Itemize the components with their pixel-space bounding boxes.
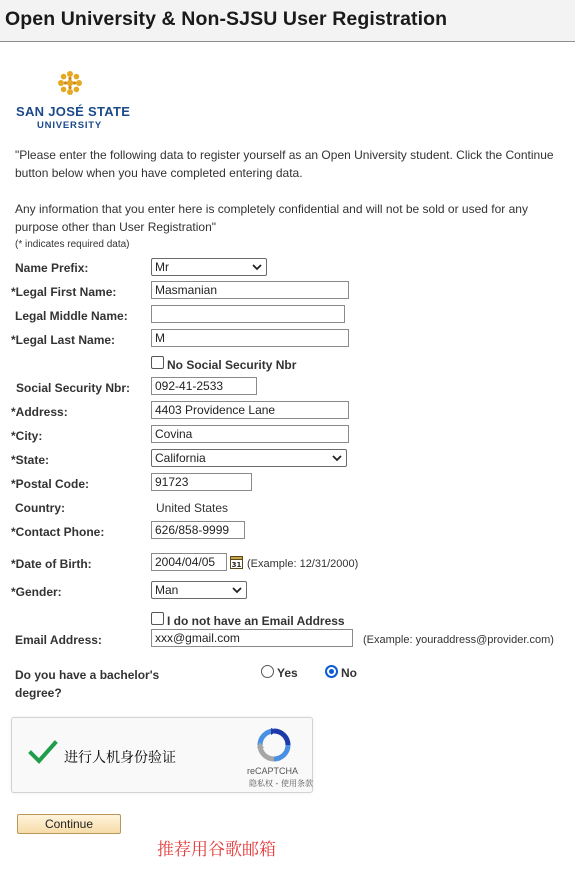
bachelor-question-line2: degree? bbox=[15, 686, 62, 700]
state-value: California bbox=[155, 451, 206, 465]
name-prefix-select[interactable] bbox=[151, 258, 267, 276]
bachelor-no-label: No bbox=[341, 666, 357, 680]
city-label: *City: bbox=[11, 429, 43, 443]
recaptcha-privacy-terms-links[interactable]: 隐私权 - 使用条款 bbox=[249, 779, 313, 788]
chevron-down-icon bbox=[252, 262, 262, 272]
state-label: *State: bbox=[11, 453, 50, 467]
no-ssn-label: No Social Security Nbr bbox=[167, 358, 297, 372]
name-prefix-label: Name Prefix: bbox=[15, 261, 89, 275]
page-title: Open University & Non-SJSU User Registration bbox=[5, 8, 448, 30]
postal-code-input[interactable]: 91723 bbox=[151, 473, 252, 491]
bachelor-yes-label: Yes bbox=[277, 666, 298, 680]
required-note: (* indicates required data) bbox=[15, 239, 130, 250]
recaptcha-widget[interactable] bbox=[11, 717, 313, 793]
svg-text:31: 31 bbox=[231, 561, 242, 569]
calendar-icon[interactable] bbox=[230, 555, 243, 569]
intro-paragraph-2: Any information that you enter here is completely confidential and will not be sold or used for any purpose other than User Registration" bbox=[15, 202, 528, 234]
first-name-input[interactable]: Masmanian bbox=[151, 281, 349, 299]
chevron-down-icon bbox=[232, 585, 242, 595]
bachelor-no-radio[interactable] bbox=[325, 665, 338, 678]
gender-label: *Gender: bbox=[11, 585, 62, 599]
country-label: Country: bbox=[15, 501, 65, 515]
recaptcha-logo-icon bbox=[257, 728, 291, 762]
page-header bbox=[0, 0, 575, 42]
contact-phone-label: *Contact Phone: bbox=[11, 525, 105, 539]
country-value: United States bbox=[156, 501, 229, 515]
address-label: *Address: bbox=[11, 405, 68, 419]
gender-select[interactable] bbox=[151, 581, 247, 599]
city-input[interactable]: Covina bbox=[151, 425, 349, 443]
last-name-label: *Legal Last Name: bbox=[11, 333, 116, 347]
logo-text-line2: UNIVERSITY bbox=[37, 120, 103, 131]
dob-example-hint: (Example: 12/31/2000) bbox=[247, 558, 359, 570]
checkmark-icon[interactable] bbox=[28, 740, 58, 766]
chevron-down-icon bbox=[332, 453, 342, 463]
email-label: Email Address: bbox=[15, 633, 102, 647]
continue-button[interactable]: Continue bbox=[17, 814, 121, 834]
middle-name-label: Legal Middle Name: bbox=[15, 309, 128, 323]
state-select[interactable] bbox=[151, 449, 347, 467]
recommendation-note: 推荐用谷歌邮箱 bbox=[157, 840, 276, 860]
middle-name-input[interactable] bbox=[151, 305, 345, 323]
address-input[interactable]: 4403 Providence Lane bbox=[151, 401, 349, 419]
gender-value: Man bbox=[155, 583, 179, 597]
ssn-input[interactable]: 092-41-2533 bbox=[151, 377, 257, 395]
sjsu-logo bbox=[16, 70, 131, 132]
no-email-label: I do not have an Email Address bbox=[167, 614, 345, 628]
intro-paragraph-1: "Please enter the following data to register yourself as an Open University student. Click the Continue button below when you have completed entering data. bbox=[15, 148, 554, 180]
email-input[interactable]: xxx@gmail.com bbox=[151, 629, 353, 647]
name-prefix-value: Mr bbox=[155, 260, 169, 274]
email-example-hint: (Example: youraddress@provider.com) bbox=[363, 634, 554, 646]
dob-label: *Date of Birth: bbox=[11, 557, 92, 571]
first-name-label: *Legal First Name: bbox=[11, 285, 117, 299]
recaptcha-brand: reCAPTCHA bbox=[247, 766, 299, 776]
no-ssn-checkbox[interactable] bbox=[151, 356, 164, 369]
recaptcha-label: 进行人机身份验证 bbox=[64, 750, 176, 766]
bachelor-question-line1: Do you have a bachelor's bbox=[15, 668, 160, 682]
contact-phone-input[interactable]: 626/858-9999 bbox=[151, 521, 245, 539]
ssn-label: Social Security Nbr: bbox=[16, 381, 131, 395]
logo-text-line1: SAN JOSÉ STATE bbox=[16, 104, 131, 119]
postal-code-label: *Postal Code: bbox=[11, 477, 90, 491]
no-email-checkbox[interactable] bbox=[151, 612, 164, 625]
bachelor-yes-radio[interactable] bbox=[261, 665, 274, 678]
sjsu-seal-icon bbox=[57, 70, 83, 96]
dob-input[interactable]: 2004/04/05 bbox=[151, 553, 227, 571]
last-name-input[interactable]: M bbox=[151, 329, 349, 347]
